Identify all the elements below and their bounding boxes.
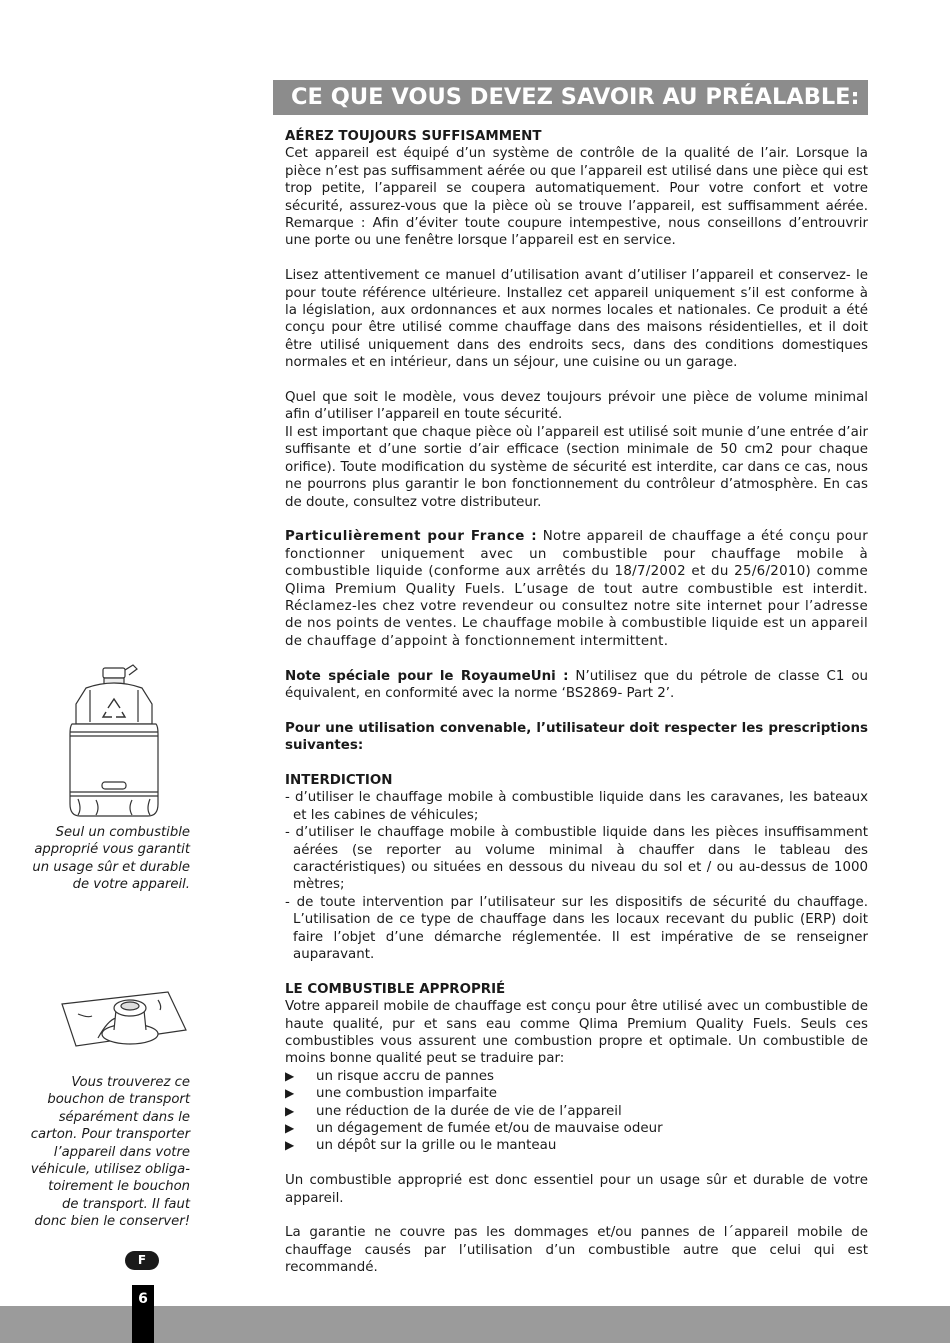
- section-heading-interdiction: INTERDICTION: [285, 772, 393, 788]
- paragraph-prescriptions: Pour une utilisation convenable, l’utilisateur doit respecter les prescriptions suivantes:: [285, 720, 868, 754]
- list-item: ▶ un risque accru de pannes: [285, 1068, 494, 1084]
- fuel-can-illustration: [66, 664, 162, 820]
- list-item: ▶ une combustion imparfaite: [285, 1086, 498, 1102]
- paragraph-essential: Un combustible approprié est donc essentiel pour un usage sûr et durable de votre appareil.: [285, 1173, 868, 1206]
- bullet-arrow-icon: ▶: [285, 1103, 295, 1118]
- list-item: ▶ un dépôt sur la grille ou le manteau: [285, 1138, 557, 1154]
- paragraph-volume: Quel que soit le modèle, vous devez toujours prévoir une pièce de volume minimal afin d’utiliser l’appareil en toute sécurité.: [285, 390, 868, 423]
- bullet-arrow-icon: ▶: [285, 1068, 295, 1083]
- uk-text: N’utilisez que du pétrole de classe C1 ou équivalent, en conformité avec la norme ‘BS2869- Part 2’.: [285, 668, 868, 701]
- list-item: ▶ une réduction de la durée de vie de l’appareil: [285, 1103, 622, 1119]
- france-lead: Particulièrement pour France :: [285, 529, 538, 545]
- section-heading-combustible: LE COMBUSTIBLE APPROPRIÉ: [285, 981, 506, 997]
- list-item: ▶ un dégagement de fumée et/ou de mauvaise odeur: [285, 1121, 663, 1137]
- language-badge: F: [125, 1251, 159, 1270]
- main-content: [285, 128, 868, 1329]
- transport-cap-illustration: [58, 990, 190, 1054]
- paragraph-combustible: Votre appareil mobile de chauffage est conçu pour être utilisé avec un combustible de haute qualité, pur et sans eau comme Qlima Premium Quality Fuels. Seuls ces combustibles vous assurent une combustion propre et optimale. Un combustible de moins bonne qualité peut se traduire par:: [285, 999, 868, 1067]
- sidebar-caption-transport: Vous trouverez ce bouchon de transport séparément dans le carton. Pour transporter l’appareil dans votre véhicule, utilisez obliga-toirement le bouchon de transport. Il faut donc bien le conserver!: [30, 1075, 190, 1230]
- interdiction-item: - de toute intervention par l’utilisateur sur les dispositifs de sécurité du chauffage. L’utilisation de ce type de chauffage dans les locaux recevant du public (ERP) doit faire l’objet d’une démarche réglementée. Il est impérative de se renseigner auparavant.: [285, 894, 868, 962]
- page-title: CE QUE VOUS DEVEZ SAVOIR AU PRÉALABLE:: [273, 80, 868, 115]
- paragraph-air-inlet: Il est important que chaque pièce où l’appareil est utilisé soit munie d’une entrée d’air suffisante et d’une sortie d’air efficace (section minimale de 50 cm2 pour chaque orifice). Toute modification du système de sécurité est interdite, car dans ce cas, nous ne pourrons plus garantir le bon fonctionnement du contrôleur d’atmosphère. En cas de doute, consultez votre distributeur.: [285, 424, 868, 510]
- paragraph-france: [285, 528, 868, 650]
- bullet-arrow-icon: ▶: [285, 1121, 295, 1136]
- page-number: 6: [132, 1285, 154, 1343]
- paragraph-aeration: Cet appareil est équipé d’un système de contrôle de la qualité de l’air. Lorsque la pièce n’est pas suffisamment aérée ou que l’appareil est utilisé dans une pièce qui est trop petite, l’appareil se coupera automatiquement. Pour votre confort et votre sécurité, assurez-vous que la pièce où se trouve l’appareil, est suffisamment aérée. Remarque : Afin d’éviter toute coupure intempestive, nous conseillons d’entrouvrir une porte ou une fenêtre lorsque l’appareil est en service.: [285, 146, 868, 249]
- france-text: Notre appareil de chauffage a été conçu pour fonctionner uniquement avec un combustible pour chauffage mobile à combustible liquide (conforme aux arrêtés du 18/7/2002 et du 25/6/2010) comme Qlima Premium Quality Fuels. L’usage de tout autre combustible est interdit. Réclamez-les chez votre revendeur ou consultez notre site internet pour l’adresse de nos points de ventes. Le chauffage mobile à combustible liquide est un appareil de chauffage d’appoint à fonctionnement intermittent.: [285, 529, 868, 649]
- paragraph-uk: [285, 668, 868, 703]
- uk-lead: Note spéciale pour le RoyaumeUni :: [285, 668, 569, 684]
- paragraph-warranty: La garantie ne couvre pas les dommages et/ou pannes de l´appareil mobile de chauffage causés par l’utilisation d’un combustible autre que celui qui est recommandé.: [285, 1225, 868, 1276]
- section-heading-aeration: AÉREZ TOUJOURS SUFFISAMMENT: [285, 129, 542, 144]
- bullet-arrow-icon: ▶: [285, 1086, 295, 1101]
- paragraph-manual: Lisez attentivement ce manuel d’utilisation avant d’utiliser l’appareil et conservez- le pour toute référence ultérieure. Installez cet appareil uniquement s’il est conforme à la législation, aux ordonnances et aux normes locales et nationales. Ce produit a été conçu pour être utilisé comme chauffage dans des maisons résidentielles, et il doit être utilisé uniquement dans des endroits secs, dans des conditions domestiques normales et en intérieur, dans un séjour, une cuisine ou un garage.: [285, 268, 868, 371]
- bullet-arrow-icon: ▶: [285, 1138, 295, 1153]
- interdiction-item: - d’utiliser le chauffage mobile à combustible liquide dans les pièces insuffisamment aérées (se reporter au volume minimal à chauffer dans le tableau des caractéristiques) ou situées en dessous du niveau du sol et / ou au-dessus de 1000 mètres;: [285, 825, 868, 893]
- interdiction-item: - d’utiliser le chauffage mobile à combustible liquide dans les caravanes, les bateaux et les cabines de véhicules;: [285, 790, 868, 823]
- sidebar-caption-fuel: Seul un combustible approprié vous garantit un usage sûr et durable de votre appareil.: [32, 825, 190, 893]
